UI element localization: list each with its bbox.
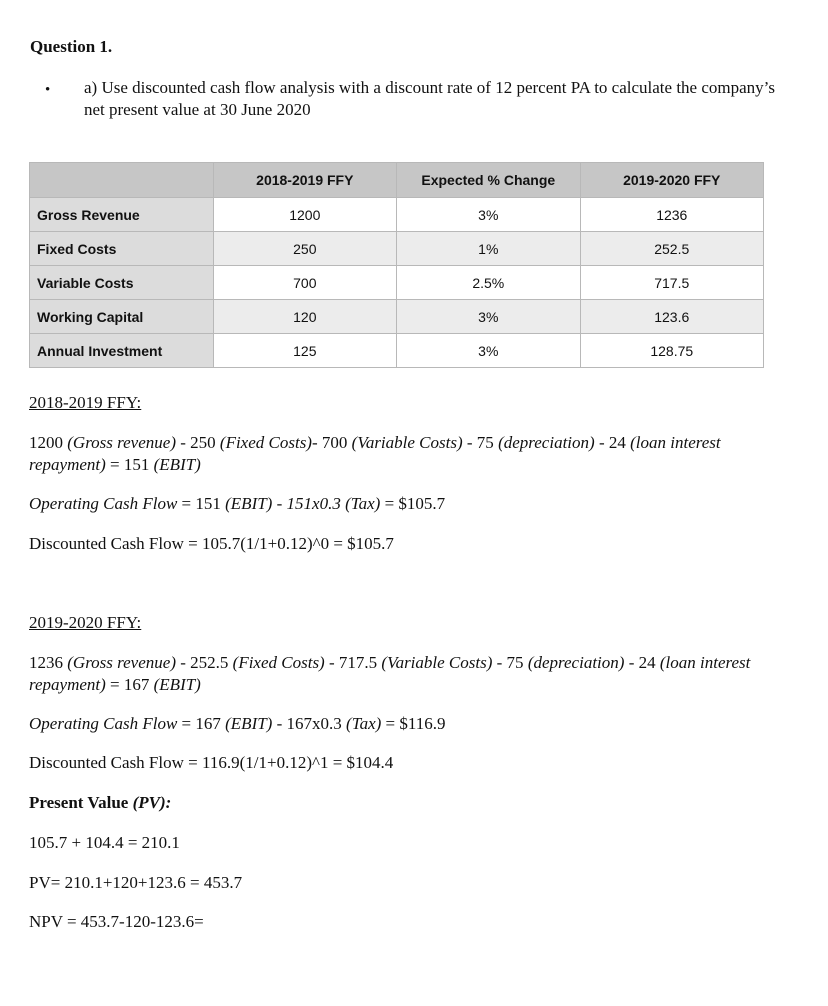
question-text: a) Use discounted cash flow analysis with a discount rate of 12 percent PA to calculate the company’s net present value at 30 June 2020 bbox=[84, 78, 775, 119]
ocf-calculation-2019-2020: Operating Cash Flow = 167 (EBIT) - 167x0.3 (Tax) = $116.9 bbox=[29, 714, 446, 733]
dcf-calculation-2019-2020: Discounted Cash Flow = 116.9(1/1+0.12)^1 = $104.4 bbox=[29, 753, 394, 772]
pv-total-line: PV= 210.1+120+123.6 = 453.7 bbox=[29, 873, 243, 892]
present-value-heading: Present Value (PV): bbox=[29, 793, 172, 812]
table-cell: 3% bbox=[397, 198, 581, 232]
row-label: Annual Investment bbox=[30, 334, 214, 368]
table-row bbox=[30, 232, 764, 266]
cash-flow-table bbox=[29, 162, 764, 368]
npv-line: NPV = 453.7-120-123.6= bbox=[29, 912, 204, 931]
table-cell: 128.75 bbox=[580, 334, 763, 368]
header-expected-change: Expected % Change bbox=[397, 163, 581, 198]
table-cell: 700 bbox=[213, 266, 396, 300]
section-heading-2018-2019: 2018-2019 FFY: bbox=[29, 393, 142, 412]
table-row bbox=[30, 334, 764, 368]
table-cell: 1200 bbox=[213, 198, 396, 232]
table-cell: 1236 bbox=[580, 198, 763, 232]
table-cell: 252.5 bbox=[580, 232, 763, 266]
table-cell: 120 bbox=[213, 300, 396, 334]
table-cell: 2.5% bbox=[397, 266, 581, 300]
row-label: Gross Revenue bbox=[30, 198, 214, 232]
table-cell: 123.6 bbox=[580, 300, 763, 334]
table-row bbox=[30, 198, 764, 232]
table-row bbox=[30, 266, 764, 300]
table-header-row bbox=[30, 163, 764, 198]
bullet-marker: • bbox=[45, 82, 51, 98]
table-cell: 717.5 bbox=[580, 266, 763, 300]
row-label: Working Capital bbox=[30, 300, 214, 334]
row-label: Variable Costs bbox=[30, 266, 214, 300]
section-heading-2019-2020: 2019-2020 FFY: bbox=[29, 613, 142, 632]
ebit-calculation-2019-2020: 1236 (Gross revenue) - 252.5 (Fixed Costs) - 717.5 (Variable Costs) - 75 (depreciation) - 24 (loan interest repayment) = 167 (EBIT) bbox=[29, 653, 751, 694]
table-cell: 3% bbox=[397, 300, 581, 334]
header-2018-2019: 2018-2019 FFY bbox=[213, 163, 396, 198]
header-2019-2020: 2019-2020 FFY bbox=[580, 163, 763, 198]
header-blank bbox=[30, 163, 214, 198]
dcf-calculation-2018-2019: Discounted Cash Flow = 105.7(1/1+0.12)^0 = $105.7 bbox=[29, 534, 394, 553]
ocf-calculation-2018-2019: Operating Cash Flow = 151 (EBIT) - 151x0.3 (Tax) = $105.7 bbox=[29, 494, 446, 513]
table-cell: 3% bbox=[397, 334, 581, 368]
table-cell: 125 bbox=[213, 334, 396, 368]
table-cell: 250 bbox=[213, 232, 396, 266]
pv-sum-line: 105.7 + 104.4 = 210.1 bbox=[29, 833, 180, 852]
ebit-calculation-2018-2019: 1200 (Gross revenue) - 250 (Fixed Costs)- 700 (Variable Costs) - 75 (depreciation) - 24 (loan interest repayment) = 151 (EBIT) bbox=[29, 433, 721, 474]
question-title: Question 1. bbox=[30, 37, 113, 56]
row-label: Fixed Costs bbox=[30, 232, 214, 266]
table-row bbox=[30, 300, 764, 334]
table-cell: 1% bbox=[397, 232, 581, 266]
